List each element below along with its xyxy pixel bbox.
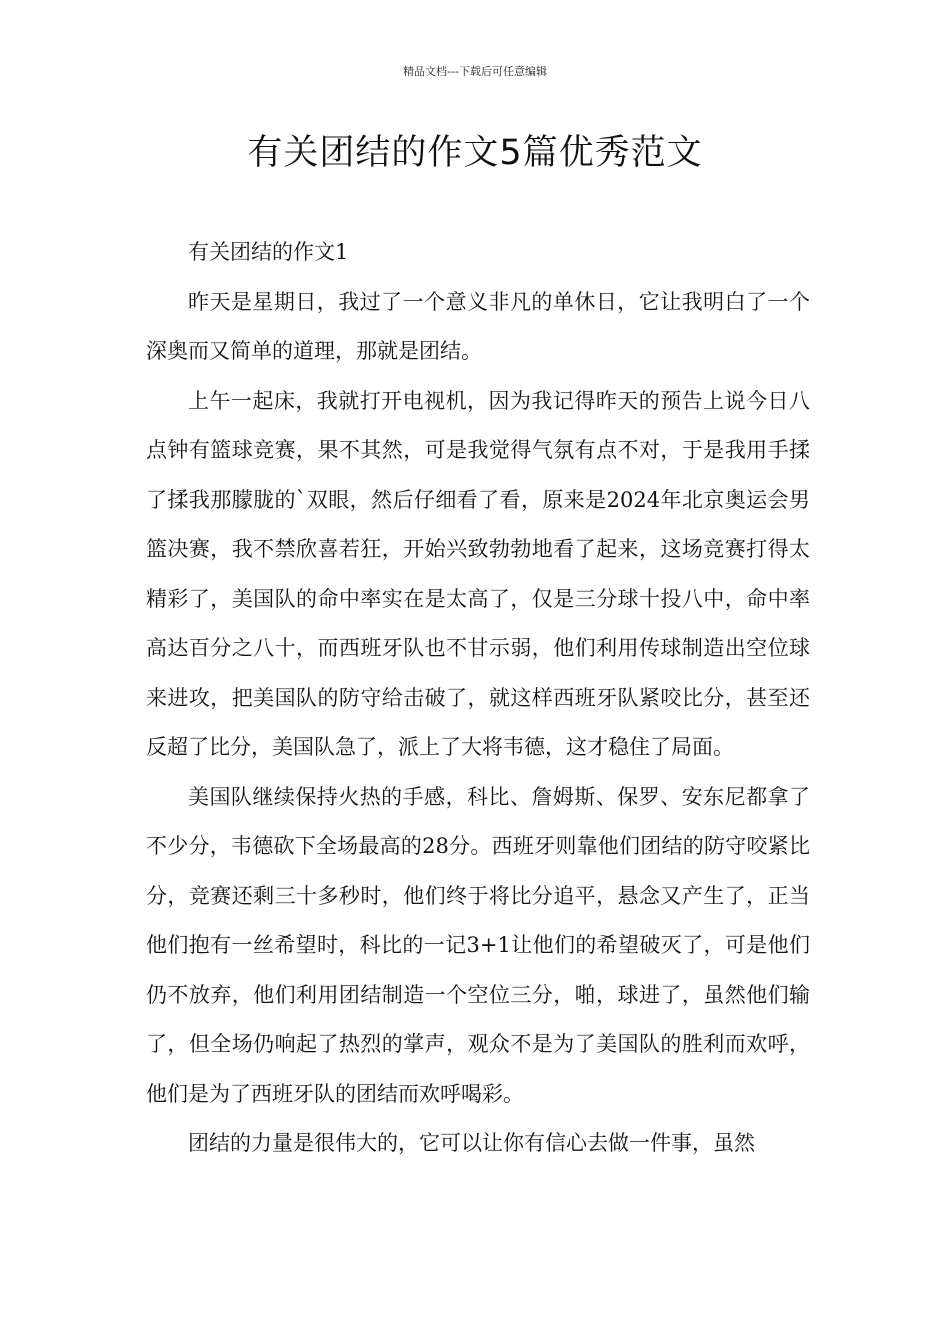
- document-title: 有关团结的作文5篇优秀范文: [247, 133, 703, 173]
- paragraph: 美国队继续保持火热的手感，科比、詹姆斯、保罗、安东尼都拿了不少分，韦德砍下全场最高的28分。西班牙则靠他们团结的防守咬紧比分，竞赛还剩三十多秒时，他们终于将比分追平，悬念又产生了，正当他们抱有一丝希望时，科比的一记3+1让他们的希望破灭了，可是他们仍不放弃，他们利用团结制造一个空位三分，啪，球进了，虽然他们输了，但全场仍响起了热烈的掌声，观众不是为了美国队的胜利而欢呼，他们是为了西班牙队的团结而欢呼喝彩。: [146, 784, 810, 1106]
- section-heading: 有关团结的作文1: [188, 240, 349, 264]
- paragraph: 团结的力量是很伟大的，它可以让你有信心去做一件事，虽然: [188, 1131, 755, 1155]
- paragraph: 昨天是星期日，我过了一个意义非凡的单休日，它让我明白了一个深奥而又简单的道理，那就是团结。: [146, 289, 810, 363]
- page-header: 精品文档---下载后可任意编辑: [403, 65, 547, 78]
- document-body: [146, 228, 810, 1169]
- paragraph: 上午一起床，我就打开电视机，因为我记得昨天的预告上说今日八点钟有篮球竞赛，果不其然，可是我觉得气氛有点不对，于是我用手揉了揉我那朦胧的`双眼，然后仔细看了看，原来是2024年北京奥运会男篮决赛，我不禁欣喜若狂，开始兴致勃勃地看了起来，这场竞赛打得太精彩了，美国队的命中率实在是太高了，仅是三分球十投八中，命中率高达百分之八十，而西班牙队也不甘示弱，他们利用传球制造出空位球来进攻，把美国队的防守给击破了，就这样西班牙队紧咬比分，甚至还反超了比分，美国队急了，派上了大将韦德，这才稳住了局面。: [146, 388, 810, 759]
